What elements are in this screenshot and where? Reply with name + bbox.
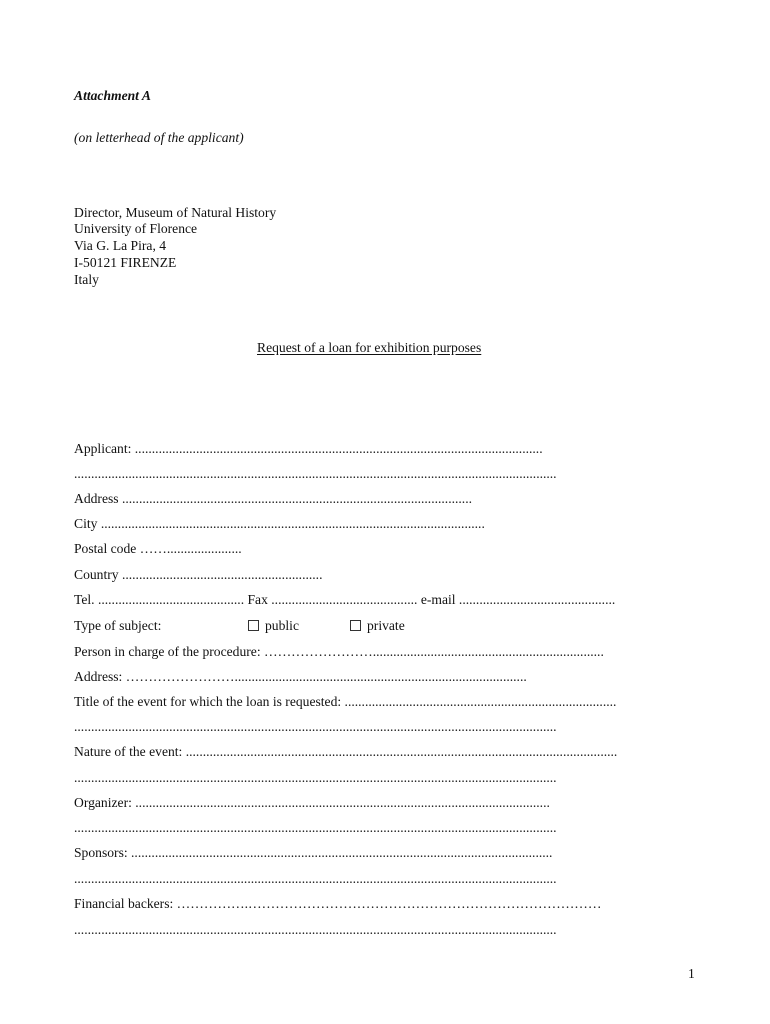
recipient-line: Director, Museum of Natural History	[74, 205, 277, 220]
field-tel-fax-email[interactable]: Tel. ........................................... Fax ........................................... e-mail ..............................................	[74, 592, 616, 607]
field-postal-code[interactable]: Postal code ……......................	[74, 541, 242, 556]
field-organizer-cont[interactable]: ..............................................................................................................................................	[74, 820, 557, 835]
recipient-line: I-50121 FIRENZE	[74, 255, 177, 270]
field-applicant[interactable]: Applicant: ........................................................................................................................	[74, 441, 543, 456]
private-label: private	[367, 618, 405, 633]
field-pic-address[interactable]: Address: ……………………......................................................................................	[74, 669, 527, 684]
field-person-in-charge[interactable]: Person in charge of the procedure: ……………………....................................................................	[74, 644, 604, 659]
field-sponsors-cont[interactable]: ..............................................................................................................................................	[74, 871, 557, 886]
field-event-title-cont[interactable]: ..............................................................................................................................................	[74, 719, 557, 734]
field-event-title[interactable]: Title of the event for which the loan is requested: ................................................................................	[74, 694, 617, 709]
field-applicant-cont[interactable]: ..............................................................................................................................................	[74, 466, 557, 481]
public-label: public	[265, 618, 299, 633]
attachment-label: Attachment A	[74, 88, 151, 103]
document-title: Request of a loan for exhibition purposes	[257, 340, 482, 355]
field-financial-cont[interactable]: ..............................................................................................................................................	[74, 922, 557, 937]
type-of-subject-label: Type of subject:	[74, 618, 162, 633]
field-address[interactable]: Address .......................................................................................................	[74, 491, 472, 506]
page-number: 1	[688, 966, 695, 981]
field-city[interactable]: City .................................................................................................................	[74, 516, 485, 531]
field-country[interactable]: Country ...........................................................	[74, 567, 323, 582]
public-checkbox[interactable]	[248, 620, 259, 631]
letterhead-note: (on letterhead of the applicant)	[74, 130, 244, 145]
type-public-option[interactable]	[248, 618, 299, 634]
field-nature[interactable]: Nature of the event: ...............................................................................................................................	[74, 744, 618, 759]
field-financial[interactable]: Financial backers: …………….……………………………………………………………………	[74, 896, 602, 911]
recipient-line: Via G. La Pira, 4	[74, 238, 167, 253]
private-checkbox[interactable]	[350, 620, 361, 631]
type-private-option[interactable]	[350, 618, 405, 634]
field-nature-cont[interactable]: ..............................................................................................................................................	[74, 770, 557, 785]
field-organizer[interactable]: Organizer: ..........................................................................................................................	[74, 795, 550, 810]
field-sponsors[interactable]: Sponsors: ............................................................................................................................	[74, 845, 553, 860]
recipient-line: University of Florence	[74, 221, 198, 236]
recipient-line: Italy	[74, 272, 99, 287]
